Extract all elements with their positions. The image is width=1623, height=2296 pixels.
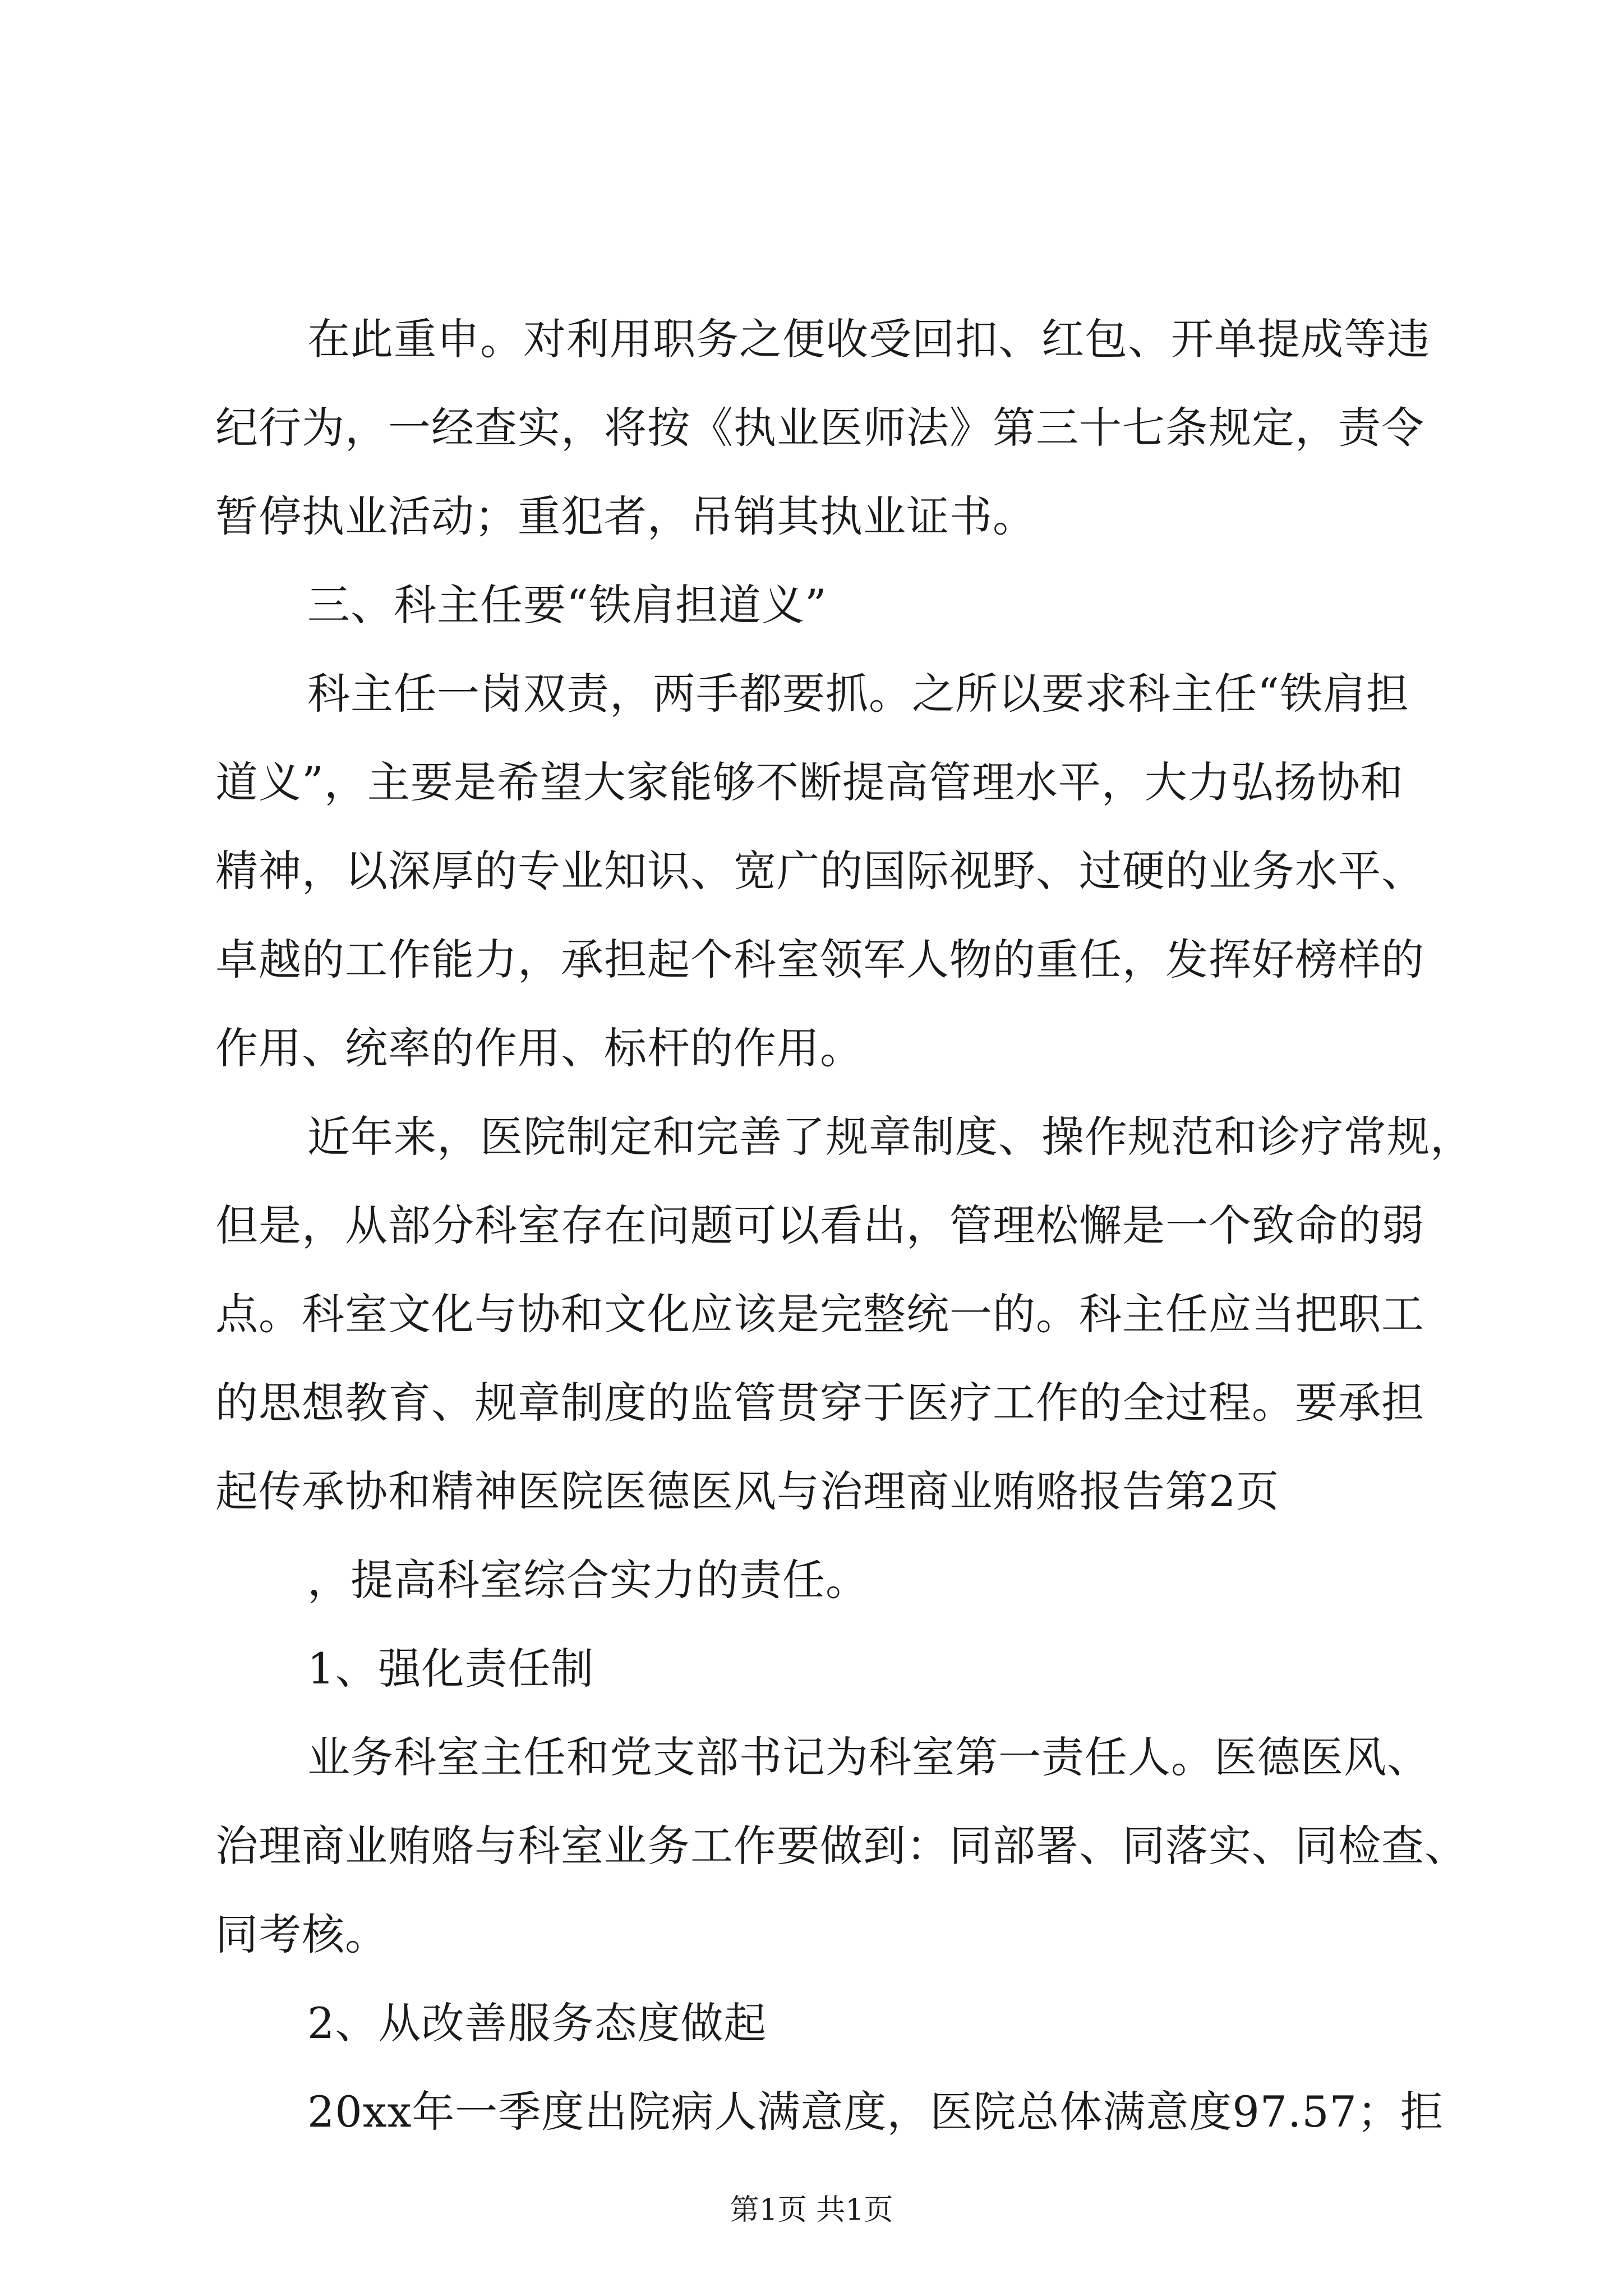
body-text-line: 治理商业贿赂与科室业务工作要做到：同部署、同落实、同检查、 (215, 1821, 1468, 1871)
body-text-line: 道义”，主要是希望大家能够不断提高管理水平，大力弘扬协和 (215, 757, 1404, 807)
body-text-line: 纪行为，一经查实，将按《执业医师法》第三十七条规定，责令 (215, 403, 1424, 453)
body-text-line: 精神，以深厚的专业知识、宽广的国际视野、过硬的业务水平、 (215, 846, 1424, 896)
body-text-line: 点。科室文化与协和文化应该是完整统一的。科主任应当把职工 (215, 1289, 1424, 1339)
body-text-line: 暂停执业活动；重犯者，吊销其执业证书。 (215, 491, 1036, 541)
body-text-line: 作用、统率的作用、标杆的作用。 (215, 1023, 863, 1073)
body-text-line: 业务科室主任和党支部书记为科室第一责任人。医德医风、 (307, 1732, 1430, 1782)
section-heading: 三、科主任要“铁肩担道义” (307, 580, 827, 630)
body-text-line: ，提高科室综合实力的责任。 (307, 1555, 869, 1605)
body-text-line: 但是，从部分科室存在问题可以看出，管理松懈是一个致命的弱 (215, 1200, 1424, 1250)
body-text-line: 科主任一岗双责，两手都要抓。之所以要求科主任“铁肩担 (307, 669, 1409, 719)
body-text-line: 在此重申。对利用职务之便收受回扣、红包、开单提成等违 (307, 314, 1430, 364)
subsection-heading: 1、强化责任制 (307, 1644, 594, 1694)
page-footer: 第1页 共1页 (730, 2193, 893, 2227)
body-text-line: 的思想教育、规章制度的监管贯穿于医疗工作的全过程。要承担 (215, 1378, 1424, 1428)
body-text-line: 同考核。 (215, 1910, 388, 1959)
body-text-line: 20xx年一季度出院病人满意度，医院总体满意度97.57；拒 (307, 2087, 1444, 2137)
body-text-line: 近年来，医院制定和完善了规章制度、操作规范和诊疗常规， (307, 1112, 1473, 1162)
body-text-line: 起传承协和精神医院医德医风与治理商业贿赂报告第2页 (215, 1466, 1280, 1516)
body-text-line: 卓越的工作能力，承担起个科室领军人物的重任，发挥好榜样的 (215, 935, 1424, 984)
subsection-heading: 2、从改善服务态度做起 (307, 1998, 767, 2048)
